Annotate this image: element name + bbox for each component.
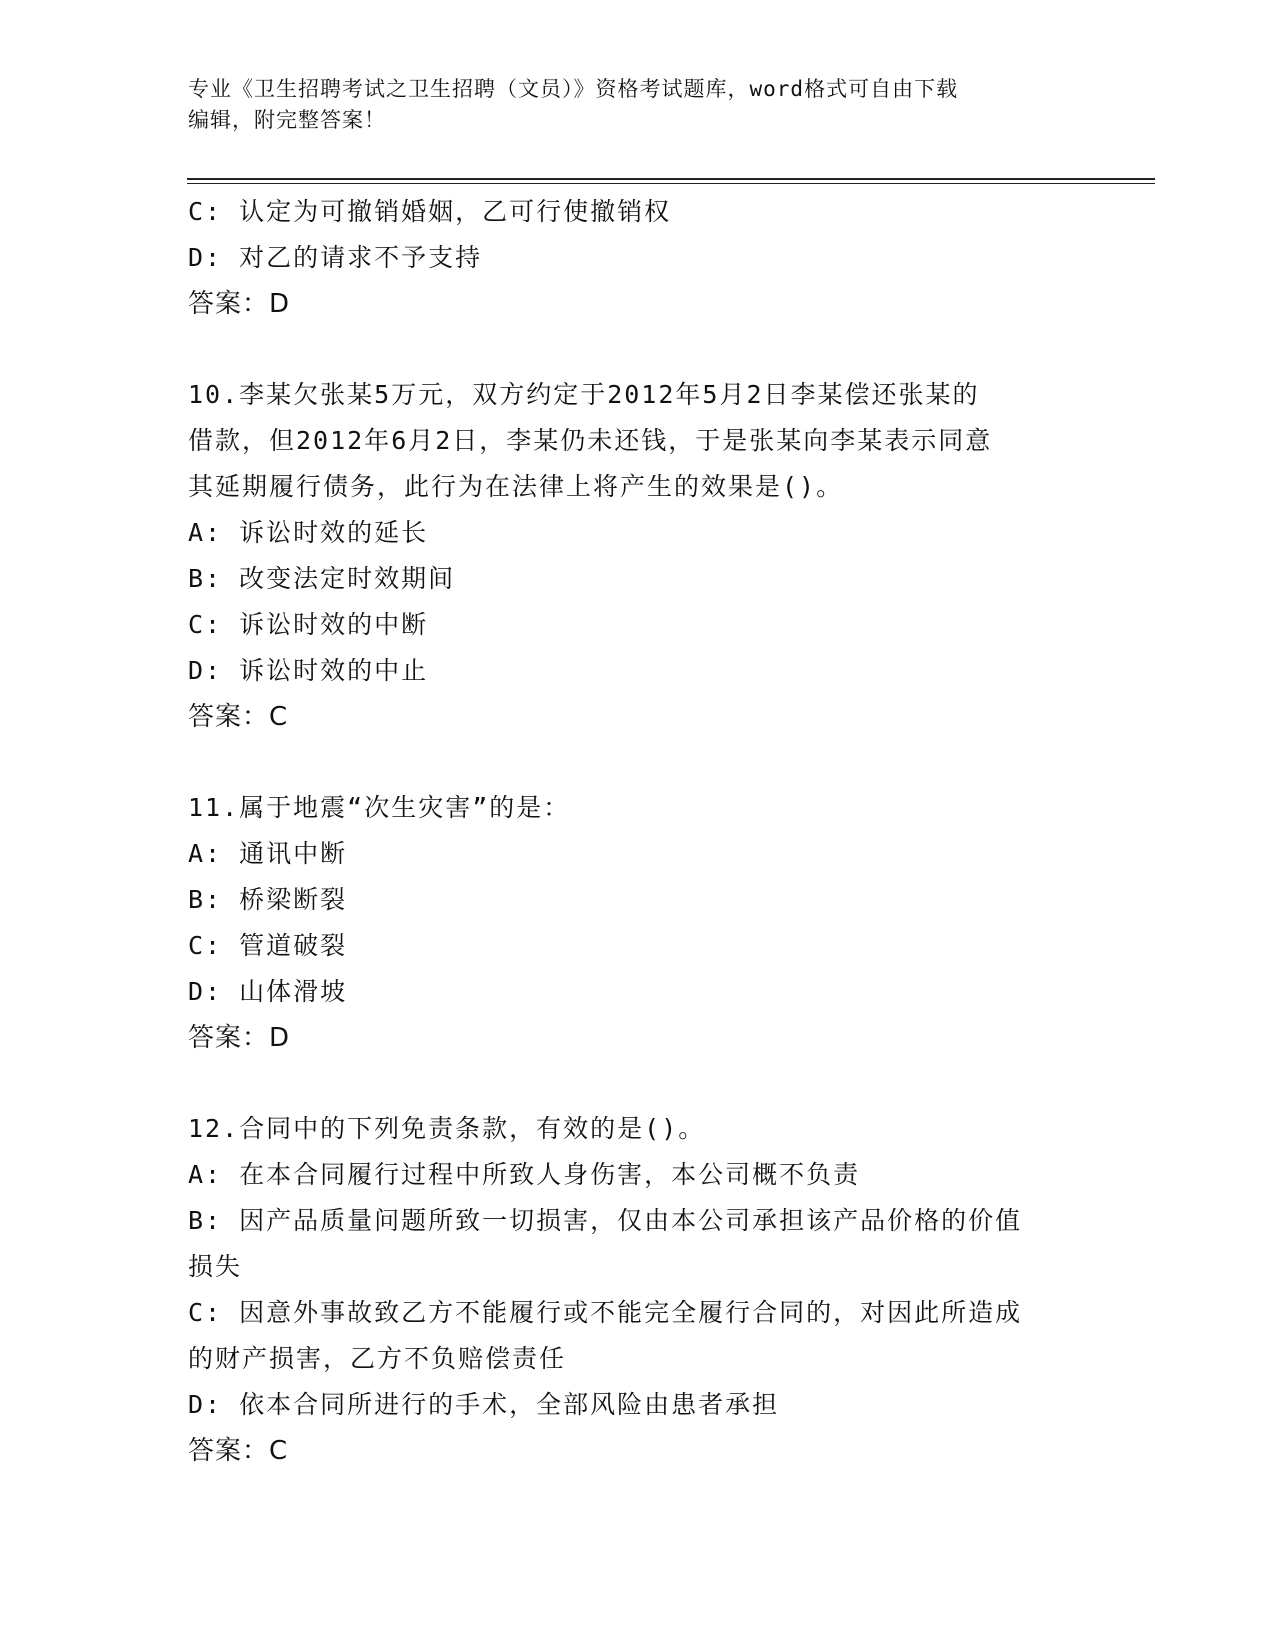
header-line-2: 编辑，附完整答案！ <box>188 108 386 132</box>
question-content <box>188 189 1078 1474</box>
question-stem: 10.李某欠张某5万元，双方约定于2012年5月2日李某偿还张某的 <box>188 380 980 409</box>
question-11 <box>188 785 1078 1061</box>
answer: 答案：D <box>188 1023 291 1053</box>
question-stem: 12.合同中的下列免责条款，有效的是()。 <box>188 1114 706 1143</box>
option-c: C: 诉讼时效的中断 <box>188 610 429 639</box>
spacer <box>188 740 1078 785</box>
option-b: B: 因产品质量问题所致一切损害，仅由本公司承担该产品价格的价值 <box>188 1206 1023 1235</box>
question-12 <box>188 1106 1078 1474</box>
header-rule-thin <box>187 183 1155 184</box>
question-10 <box>188 372 1078 740</box>
document-header <box>188 74 1068 136</box>
option-b: B: 桥梁断裂 <box>188 885 348 914</box>
header-line-1: 专业《卫生招聘考试之卫生招聘（文员）》资格考试题库，word格式可自由下载 <box>188 77 959 101</box>
option-c-continued: 的财产损害，乙方不负赔偿责任 <box>188 1344 567 1373</box>
spacer <box>188 327 1078 372</box>
answer: 答案：C <box>188 702 289 732</box>
option-d: D: 对乙的请求不予支持 <box>188 243 483 272</box>
question-9-continuation <box>188 189 1078 327</box>
option-d: D: 诉讼时效的中止 <box>188 656 429 685</box>
option-c: C: 因意外事故致乙方不能履行或不能完全履行合同的，对因此所造成 <box>188 1298 1023 1327</box>
option-c: C: 管道破裂 <box>188 931 348 960</box>
option-b-continued: 损失 <box>188 1252 243 1281</box>
option-b: B: 改变法定时效期间 <box>188 564 456 593</box>
option-a: A: 诉讼时效的延长 <box>188 518 429 547</box>
question-stem: 其延期履行债务，此行为在法律上将产生的效果是()。 <box>188 472 844 501</box>
question-stem: 11.属于地震“次生灾害”的是： <box>188 793 571 822</box>
header-rule-thick <box>187 178 1155 180</box>
option-c: C: 认定为可撤销婚姻，乙可行使撤销权 <box>188 197 672 226</box>
option-a: A: 在本合同履行过程中所致人身伤害，本公司概不负责 <box>188 1160 861 1189</box>
question-stem: 借款，但2012年6月2日，李某仍未还钱，于是张某向李某表示同意 <box>188 426 993 455</box>
spacer <box>188 1061 1078 1106</box>
answer: 答案：C <box>188 1436 289 1466</box>
answer: 答案：D <box>188 289 291 319</box>
option-d: D: 山体滑坡 <box>188 977 348 1006</box>
option-d: D: 依本合同所进行的手术，全部风险由患者承担 <box>188 1390 780 1419</box>
option-a: A: 通讯中断 <box>188 839 348 868</box>
